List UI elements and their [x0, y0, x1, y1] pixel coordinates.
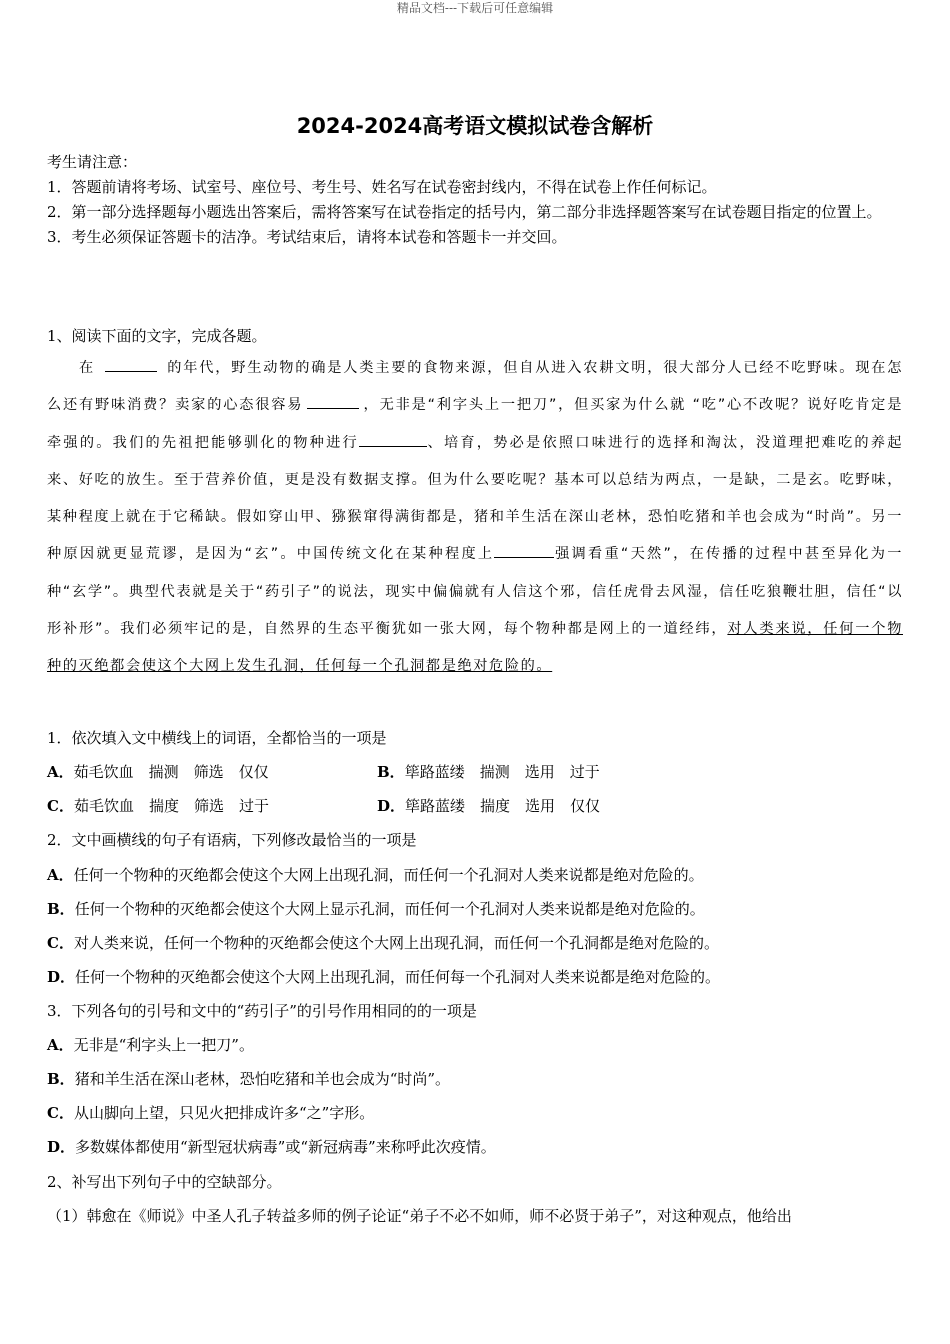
- notice-item: 1．答题前请将考场、试室号、座位号、考生号、姓名写在试卷密封线内，不得在试卷上作任何标记。: [47, 178, 717, 196]
- option-d[interactable]: D．任何一个物种的灭绝都会使这个大网上出现孔洞，而任何每一个孔洞对人类来说都是绝对危险的。: [47, 968, 721, 986]
- passage-text: 强调看重“天然”，在传播的过程中甚至异化为一种“玄学”。典型代表就是关于“药引子”的说法，现实中偏偏就有人信这个邪，信任虎骨去风湿，信任吃狼鞭壮胆，信任“以形补形”。我们必须牢记的是，自然界的生态平衡犹如一张大网，每个物种都是网上的一道经纬，: [47, 546, 903, 638]
- section2-item-1: （1）韩愈在《师说》中圣人孔子转益多师的例子论证“弟子不必不如师，师不必贤于弟子”，对这种观点，他给出: [47, 1207, 792, 1225]
- option-d[interactable]: D．多数媒体都使用“新型冠状病毒”或“新冠病毒”来称呼此次疫情。: [47, 1138, 496, 1156]
- fill-blank: [105, 357, 157, 372]
- exam-notice: [47, 150, 903, 250]
- option-a[interactable]: A．茹毛饮血 揣测 筛选 仅仅: [47, 763, 269, 781]
- passage-text: 在: [79, 360, 95, 376]
- option-c[interactable]: C．对人类来说，任何一个物种的灭绝都会使这个大网上出现孔洞，而任何一个孔洞都是绝对危险的。: [47, 934, 719, 952]
- passage-text: 的年代，野生动物的确是人类主要的食物来源，但自从进入农耕文明，很大部分人已经不吃野味。现在怎么还有野味消费？卖家的心态很容易: [47, 360, 903, 414]
- notice-item: 2．第一部分选择题每小题选出答案后，需将答案写在试卷指定的括号内，第二部分非选择题答案写在试卷题目指定的位置上。: [47, 203, 882, 221]
- option-b[interactable]: B．筚路蓝缕 揣测 选用 过于: [377, 763, 600, 781]
- option-b[interactable]: B．任何一个物种的灭绝都会使这个大网上显示孔洞，而任何一个孔洞对人类来说都是绝对危险的。: [47, 900, 705, 918]
- option-c[interactable]: C．茹毛饮血 揣度 筛选 过于: [47, 797, 269, 815]
- option-a[interactable]: A．任何一个物种的灭绝都会使这个大网上出现孔洞，而任何一个孔洞对人类来说都是绝对危险的。: [47, 866, 704, 884]
- fill-blank: [307, 394, 359, 409]
- option-b[interactable]: B．猪和羊生活在深山老林，恐怕吃猪和羊也会成为“时尚”。: [47, 1070, 451, 1088]
- fill-blank: [494, 543, 554, 558]
- section1-heading: 1、阅读下面的文字，完成各题。: [47, 327, 267, 345]
- option-a[interactable]: A．无非是“利字头上一把刀”。: [47, 1036, 254, 1054]
- question-1-options-row: [47, 761, 600, 783]
- page-title: 2024-2024高考语文模拟试卷含解析: [296, 114, 654, 138]
- passage-text: 、培育，势必是依照口味进行的选择和淘汰，没道理把难吃的养起来、好吃的放生。至于营养价值，更是没有数据支撑。但为什么要吃呢？基本可以总结为两点，一是缺，二是玄。吃野味，某种程度上就在于它稀缺。假如穿山甲、猕猴窜得满街都是，猪和羊生活在深山老林，恐怕吃猪和羊也会成为“时尚”。另一种原因就更显荒谬，是因为“玄”。中国传统文化在某种程度上: [47, 434, 903, 563]
- underlined-sentence: 对人类来说，任何一个物种的灭绝都会使这个大网上发生孔洞，任何每一个孔洞都是绝对危险的。: [47, 621, 903, 675]
- notice-item: 3．考生必须保证答题卡的洁净。考试结束后，请将本试卷和答题卡一并交回。: [47, 228, 567, 246]
- header-note: 精品文档---下载后可任意编辑: [396, 1, 554, 15]
- question-3-stem: 3．下列各句的引号和文中的“药引子”的引号作用相同的的一项是: [47, 1002, 477, 1020]
- reading-passage: [47, 350, 903, 686]
- question-2-stem: 2．文中画横线的句子有语病，下列修改最恰当的一项是: [47, 831, 417, 849]
- passage-text: ，无非是“利字头上一把刀”，但买家为什么就 “吃”心不改呢？说好吃肯定是牵强的。我们的先祖把能够驯化的物种进行: [47, 397, 903, 451]
- option-d[interactable]: D．筚路蓝缕 揣度 选用 仅仅: [377, 797, 601, 815]
- option-c[interactable]: C．从山脚向上望，只见火把排成许多“之”字形。: [47, 1104, 375, 1122]
- notice-heading: 考生请注意：: [47, 153, 138, 171]
- question-1-options-row: [47, 795, 601, 817]
- section2-heading: 2、补写出下列句子中的空缺部分。: [47, 1173, 282, 1191]
- fill-blank: [359, 432, 427, 447]
- question-1-stem: 1．依次填入文中横线上的词语，全都恰当的一项是: [47, 729, 387, 747]
